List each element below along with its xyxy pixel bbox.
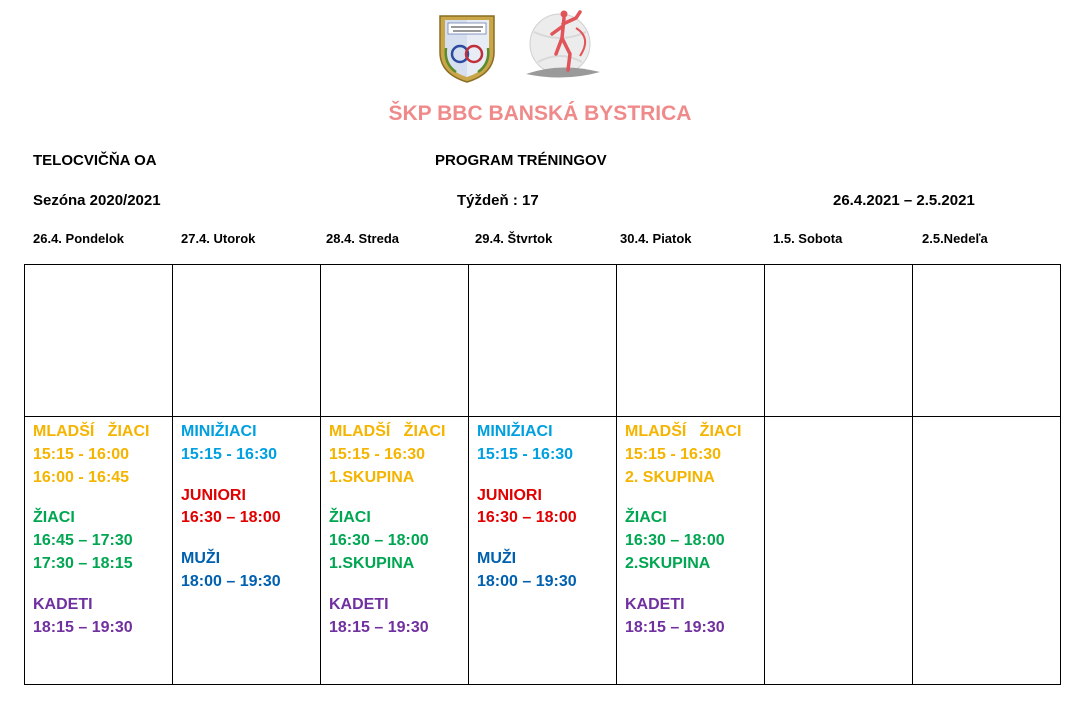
schedule-line: 16:30 – 18:00 xyxy=(625,532,725,550)
basketball-player-icon xyxy=(520,8,606,84)
schedule-line: 15:15 - 16:30 xyxy=(477,445,574,463)
schedule-cell-tuesday xyxy=(173,417,321,685)
week-label: Týždeň : 17 xyxy=(457,192,539,209)
club-crest-icon xyxy=(436,12,498,84)
schedule-line: 2. SKUPINA xyxy=(625,468,715,486)
empty-cell xyxy=(765,265,913,417)
page-title: ŠKP BBC BANSKÁ BYSTRICA xyxy=(388,102,692,125)
day-heading-sunday: 2.5.Nedeľa xyxy=(922,231,988,246)
schedule-line: KADETI xyxy=(625,595,685,613)
schedule-line: 18:00 – 19:30 xyxy=(477,572,577,590)
schedule-line: 18:15 – 19:30 xyxy=(329,618,429,636)
schedule-line: MUŽI xyxy=(477,550,517,568)
spacer xyxy=(33,489,172,507)
schedule-line: MUŽI xyxy=(181,550,221,568)
schedule-line: 16:30 – 18:00 xyxy=(329,532,429,550)
spacer xyxy=(329,576,468,594)
schedule-cell-wednesday xyxy=(321,417,469,685)
schedule-cell-monday xyxy=(25,417,173,685)
day-heading-thursday: 29.4. Štvrtok xyxy=(475,231,553,246)
schedule-line: 16:30 – 18:00 xyxy=(477,509,577,527)
empty-cell xyxy=(617,265,765,417)
schedule-line: 1.SKUPINA xyxy=(329,468,415,486)
empty-cell xyxy=(469,265,617,417)
spacer xyxy=(477,530,616,548)
date-range-label: 26.4.2021 – 2.5.2021 xyxy=(833,192,975,209)
spacer xyxy=(33,576,172,594)
schedule-table xyxy=(24,264,1061,685)
day-heading-saturday: 1.5. Sobota xyxy=(773,231,843,246)
schedule-line: ŽIACI xyxy=(625,509,667,527)
schedule-line: 2.SKUPINA xyxy=(625,554,711,572)
schedule-cell-sunday xyxy=(913,417,1061,685)
empty-cell xyxy=(321,265,469,417)
schedule-line: ŽIACI xyxy=(33,509,75,527)
season-label: Sezóna 2020/2021 xyxy=(33,192,161,209)
schedule-line: JUNIORI xyxy=(477,486,542,504)
schedule-line: MINIŽIACI xyxy=(477,423,553,440)
schedule-line: 18:15 – 19:30 xyxy=(33,618,133,636)
spacer xyxy=(329,489,468,507)
schedule-line: MINIŽIACI xyxy=(181,423,257,440)
schedule-line: MLADŠÍ ŽIACI xyxy=(329,423,446,440)
schedule-line: KADETI xyxy=(329,595,389,613)
schedule-line: 15:15 - 16:30 xyxy=(181,445,278,463)
schedule-line: 1.SKUPINA xyxy=(329,554,415,572)
schedule-line: 18:15 – 19:30 xyxy=(625,618,725,636)
day-heading-wednesday: 28.4. Streda xyxy=(326,231,399,246)
spacer xyxy=(625,489,764,507)
schedule-line: 15:15 - 16:30 xyxy=(625,445,722,463)
schedule-cell-friday xyxy=(617,417,765,685)
empty-cell xyxy=(913,265,1061,417)
schedule-line: ŽIACI xyxy=(329,509,371,527)
day-heading-tuesday: 27.4. Utorok xyxy=(181,231,256,246)
empty-cell xyxy=(173,265,321,417)
empty-cell xyxy=(25,265,173,417)
schedule-cell-thursday xyxy=(469,417,617,685)
schedule-line: MLADŠÍ ŽIACI xyxy=(33,423,150,440)
spacer xyxy=(625,576,764,594)
table-row xyxy=(25,265,1061,417)
spacer xyxy=(181,467,320,485)
venue-label: TELOCVIČŇA OA xyxy=(33,152,157,169)
schedule-line: 17:30 – 18:15 xyxy=(33,554,133,572)
schedule-line: 15:15 - 16:00 xyxy=(33,445,130,463)
spacer xyxy=(477,467,616,485)
table-row xyxy=(25,417,1061,685)
schedule-line: JUNIORI xyxy=(181,486,246,504)
schedule-line: 16:30 – 18:00 xyxy=(181,509,281,527)
day-heading-friday: 30.4. Piatok xyxy=(620,231,692,246)
program-label: PROGRAM TRÉNINGOV xyxy=(435,152,607,169)
schedule-cell-saturday xyxy=(765,417,913,685)
schedule-line: KADETI xyxy=(33,595,93,613)
schedule-line: 15:15 - 16:30 xyxy=(329,445,426,463)
schedule-line: 16:45 – 17:30 xyxy=(33,532,133,550)
spacer xyxy=(181,530,320,548)
schedule-line: 16:00 - 16:45 xyxy=(33,468,130,486)
schedule-line: 18:00 – 19:30 xyxy=(181,572,281,590)
schedule-line: MLADŠÍ ŽIACI xyxy=(625,423,742,440)
day-heading-monday: 26.4. Pondelok xyxy=(33,231,125,246)
